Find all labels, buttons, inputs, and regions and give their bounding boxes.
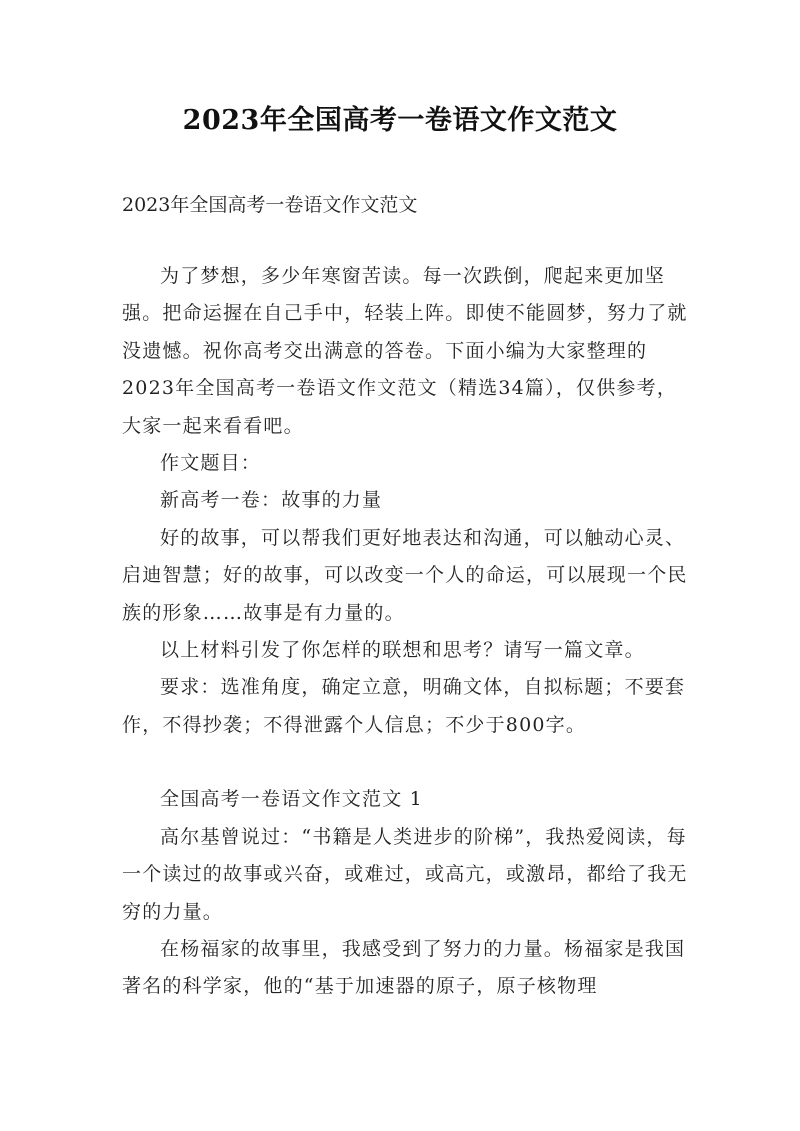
essay-heading: 全国高考一卷语文作文范文 1: [160, 788, 423, 811]
prompt-question: 以上材料引发了你怎样的联想和思考？请写一篇文章。: [160, 639, 645, 662]
document-body: [122, 258, 694, 1006]
prompt-requirements: 要求：选准角度，确定立意，明确文体，自拟标题；不要套作，不得抄袭；不得泄露个人信息；不少于800字。: [122, 676, 686, 736]
prompt-heading: 作文题目：: [160, 452, 262, 475]
intro-paragraph: 为了梦想，多少年寒窗苦读。每一次跌倒，爬起来更加坚强。把命运握在自己手中，轻装上阵。即使不能圆梦，努力了就没遗憾。祝你高考交出满意的答卷。下面小编为大家整理的2023年全国高考一卷语文作文范文（精选34篇），仅供参考，大家一起来看看吧。: [122, 265, 688, 437]
document-title: 2023年全国高考一卷语文作文范文: [182, 105, 618, 136]
document-subtitle: 2023年全国高考一卷语文作文范文: [122, 194, 418, 216]
essay-paragraph: 在杨福家的故事里，我感受到了努力的力量。杨福家是我国著名的科学家，他的“基于加速器的原子，原子核物理: [122, 937, 686, 998]
prompt-material: 好的故事，可以帮我们更好地表达和沟通，可以触动心灵、启迪智慧；好的故事，可以改变一个人的命运，可以展现一个民族的形象……故事是有力量的。: [122, 526, 688, 624]
prompt-title: 新高考一卷：故事的力量: [160, 489, 383, 512]
essay-paragraph: 高尔基曾说过：“书籍是人类进步的阶梯”，我热爱阅读，每一个读过的故事或兴奋，或难过，或高亢，或激昂，都给了我无穷的力量。: [122, 825, 688, 923]
